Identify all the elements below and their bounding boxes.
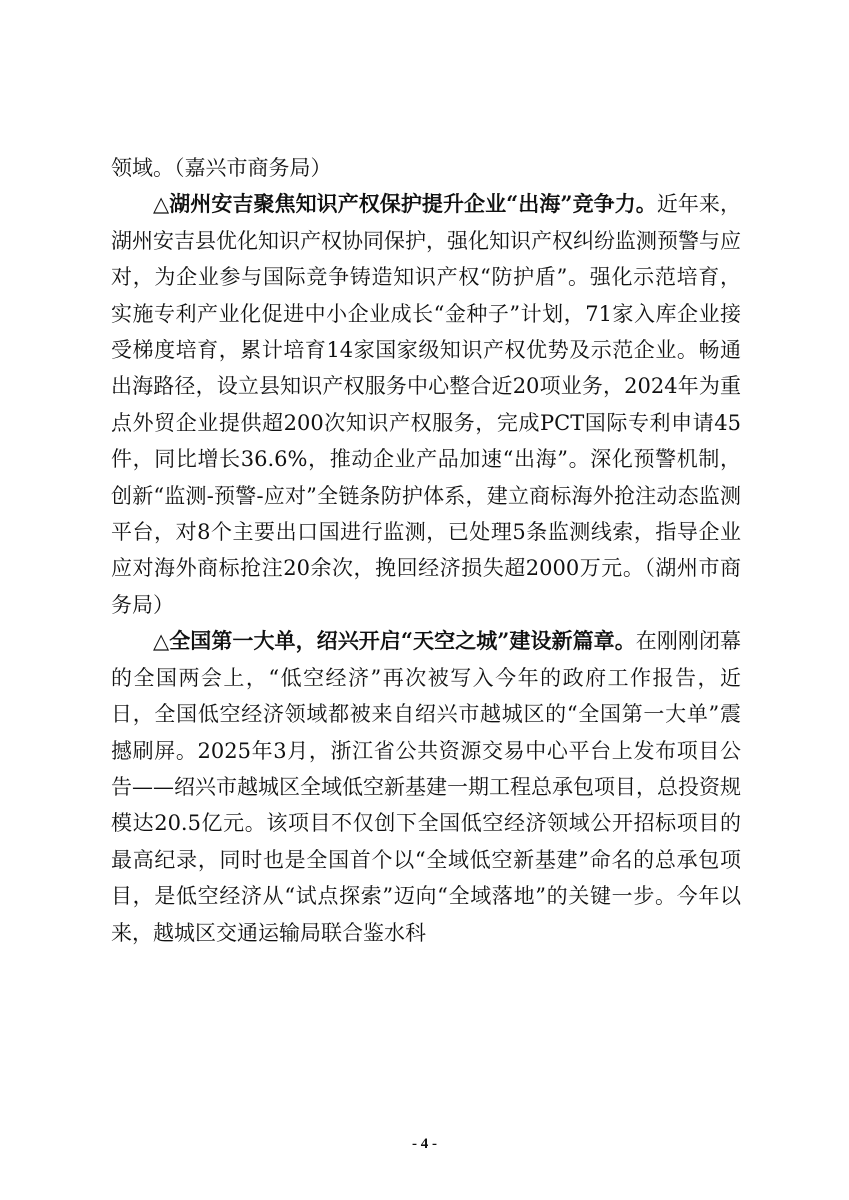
paragraph-heading: △湖州安吉聚焦知识产权保护提升企业“出海”竞争力。	[153, 191, 657, 217]
paragraph-text: 领域。（嘉兴市商务局）	[111, 156, 332, 180]
paragraph-heading: △全国第一大单，绍兴开启“天空之城”建设新篇章。	[153, 628, 636, 654]
page-number: - 4 -	[412, 1136, 437, 1152]
document-body	[111, 150, 741, 951]
paragraph-text: 近年来，湖州安吉县优化知识产权协同保护，强化知识产权纠纷监测预警与应对，为企业参与国际竞争铸造知识产权“防护盾”。强化示范培育，实施专利产业化促进中小企业成长“金种子”计划，71家入库企业接受梯度培育，累计培育14家国家级知识产权优势及示范企业。畅通出海路径，设立县知识产权服务中心整合近20项业务，2024年为重点外贸企业提供超200次知识产权服务，完成PCT国际专利申请45件，同比增长36.6%，推动企业产品加速“出海”。深化预警机制，创新“监测-预警-应对”全链条防护体系，建立商标海外抢注动态监测平台，对8个主要出口国进行监测，已处理5条监测线索，指导企业应对海外商标抢注20余次，挽回经济损失超2000万元。（湖州市商务局）	[111, 192, 741, 617]
paragraph-shaoxing-low-altitude	[111, 623, 741, 951]
paragraph-continuation	[111, 150, 741, 186]
paragraph-anji-ip	[111, 186, 741, 623]
paragraph-text: 在刚刚闭幕的全国两会上，“低空经济”再次被写入今年的政府工作报告，近日，全国低空经济领域都被来自绍兴市越城区的“全国第一大单”震撼刷屏。2025年3月，浙江省公共资源交易中心平台上发布项目公告——绍兴市越城区全域低空新基建一期工程总承包项目，总投资规模达20.5亿元。该项目不仅创下全国低空经济领域公开招标项目的最高纪录，同时也是全国首个以“全域低空新基建”命名的总承包项目，是低空经济从“试点探索”迈向“全域落地”的关键一步。今年以来，越城区交通运输局联合鉴水科	[111, 629, 742, 945]
